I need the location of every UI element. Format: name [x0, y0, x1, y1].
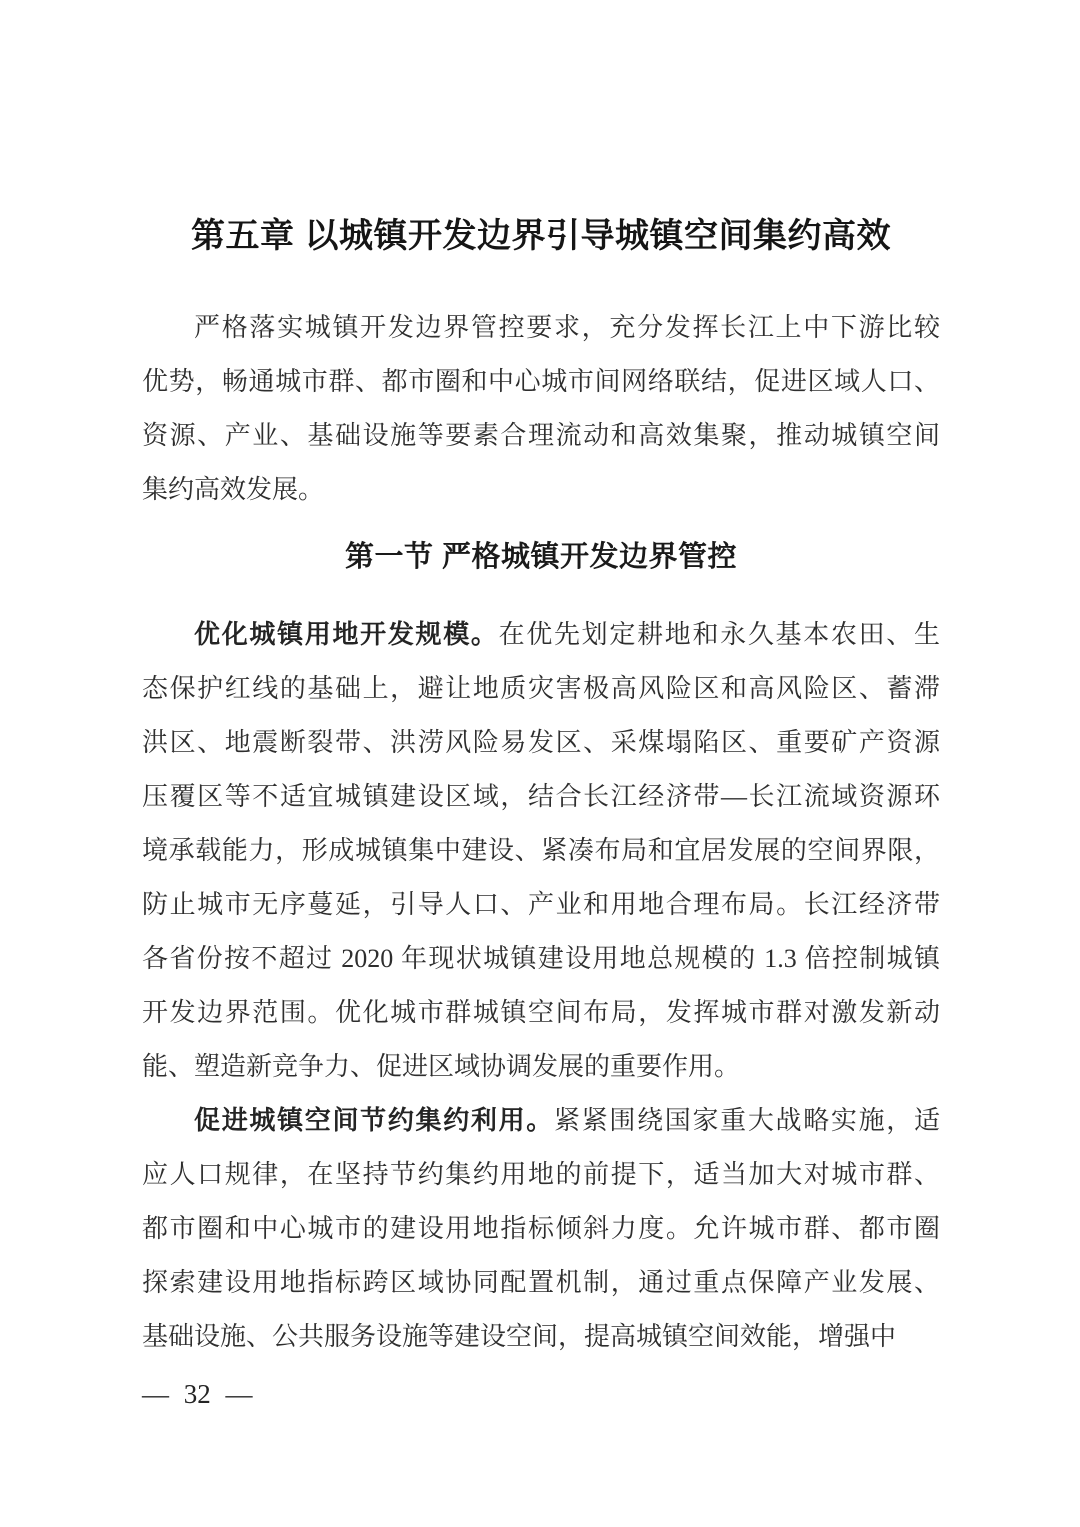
- paragraph-optimize-scale: [142, 608, 940, 1094]
- text-line: 开发边界范围。优化城市群城镇空间布局，发挥城市群对激发新动: [142, 998, 940, 1027]
- paragraph-promote-intensive-use: [142, 1094, 940, 1364]
- text-line: 压覆区等不适宜城镇建设区域，结合长江经济带—长江流域资源环: [142, 782, 940, 811]
- text-line: [142, 1094, 940, 1148]
- text-line: 态保护红线的基础上，避让地质灾害极高风险区和高风险区、蓄滞: [142, 674, 940, 703]
- text-line: 防止城市无序蔓延，引导人口、产业和用地合理布局。长江经济带: [142, 890, 940, 919]
- page-content: [142, 0, 940, 1414]
- text-line: 资源、产业、基础设施等要素合理流动和高效集聚，推动城镇空间: [142, 421, 940, 450]
- text-line: 洪区、地震断裂带、洪涝风险易发区、采煤塌陷区、重要矿产资源: [142, 728, 940, 757]
- paragraph-intro: [142, 301, 940, 517]
- text-line: 境承载能力，形成城镇集中建设、紧凑布局和宜居发展的空间界限，: [142, 836, 940, 865]
- section-title: 第一节 严格城镇开发边界管控: [344, 541, 738, 573]
- text-line: 严格落实城镇开发边界管控要求，充分发挥长江上中下游比较: [194, 313, 940, 342]
- paragraph-lead-bold: 优化城镇用地开发规模。: [194, 620, 499, 649]
- page-number: — 32 —: [142, 1379, 253, 1409]
- paragraph-lead-bold: 促进城镇空间节约集约利用。: [194, 1106, 554, 1135]
- text-line: 优势，畅通城市群、都市圈和中心城市间网络联结，促进区域人口、: [142, 367, 940, 396]
- text-line: 探索建设用地指标跨区域协同配置机制，通过重点保障产业发展、: [142, 1268, 940, 1297]
- text-line: [142, 608, 940, 662]
- text-run: 在优先划定耕地和永久基本农田、生: [498, 620, 940, 649]
- text-line: 各省份按不超过 2020 年现状城镇建设用地总规模的 1.3 倍控制城镇: [142, 944, 940, 973]
- text-line: 基础设施、公共服务设施等建设空间，提高城镇空间效能，增强中: [142, 1322, 897, 1351]
- text-run: 紧紧围绕国家重大战略实施，适: [554, 1106, 940, 1135]
- text-line: 都市圈和中心城市的建设用地指标倾斜力度。允许城市群、都市圈: [142, 1214, 940, 1243]
- text-line: 应人口规律，在坚持节约集约用地的前提下，适当加大对城市群、: [142, 1160, 940, 1189]
- text-line: 集约高效发展。: [142, 475, 325, 504]
- chapter-title: 第五章 以城镇开发边界引导城镇空间集约高效: [191, 217, 891, 255]
- text-line: 能、塑造新竞争力、促进区域协调发展的重要作用。: [142, 1052, 741, 1081]
